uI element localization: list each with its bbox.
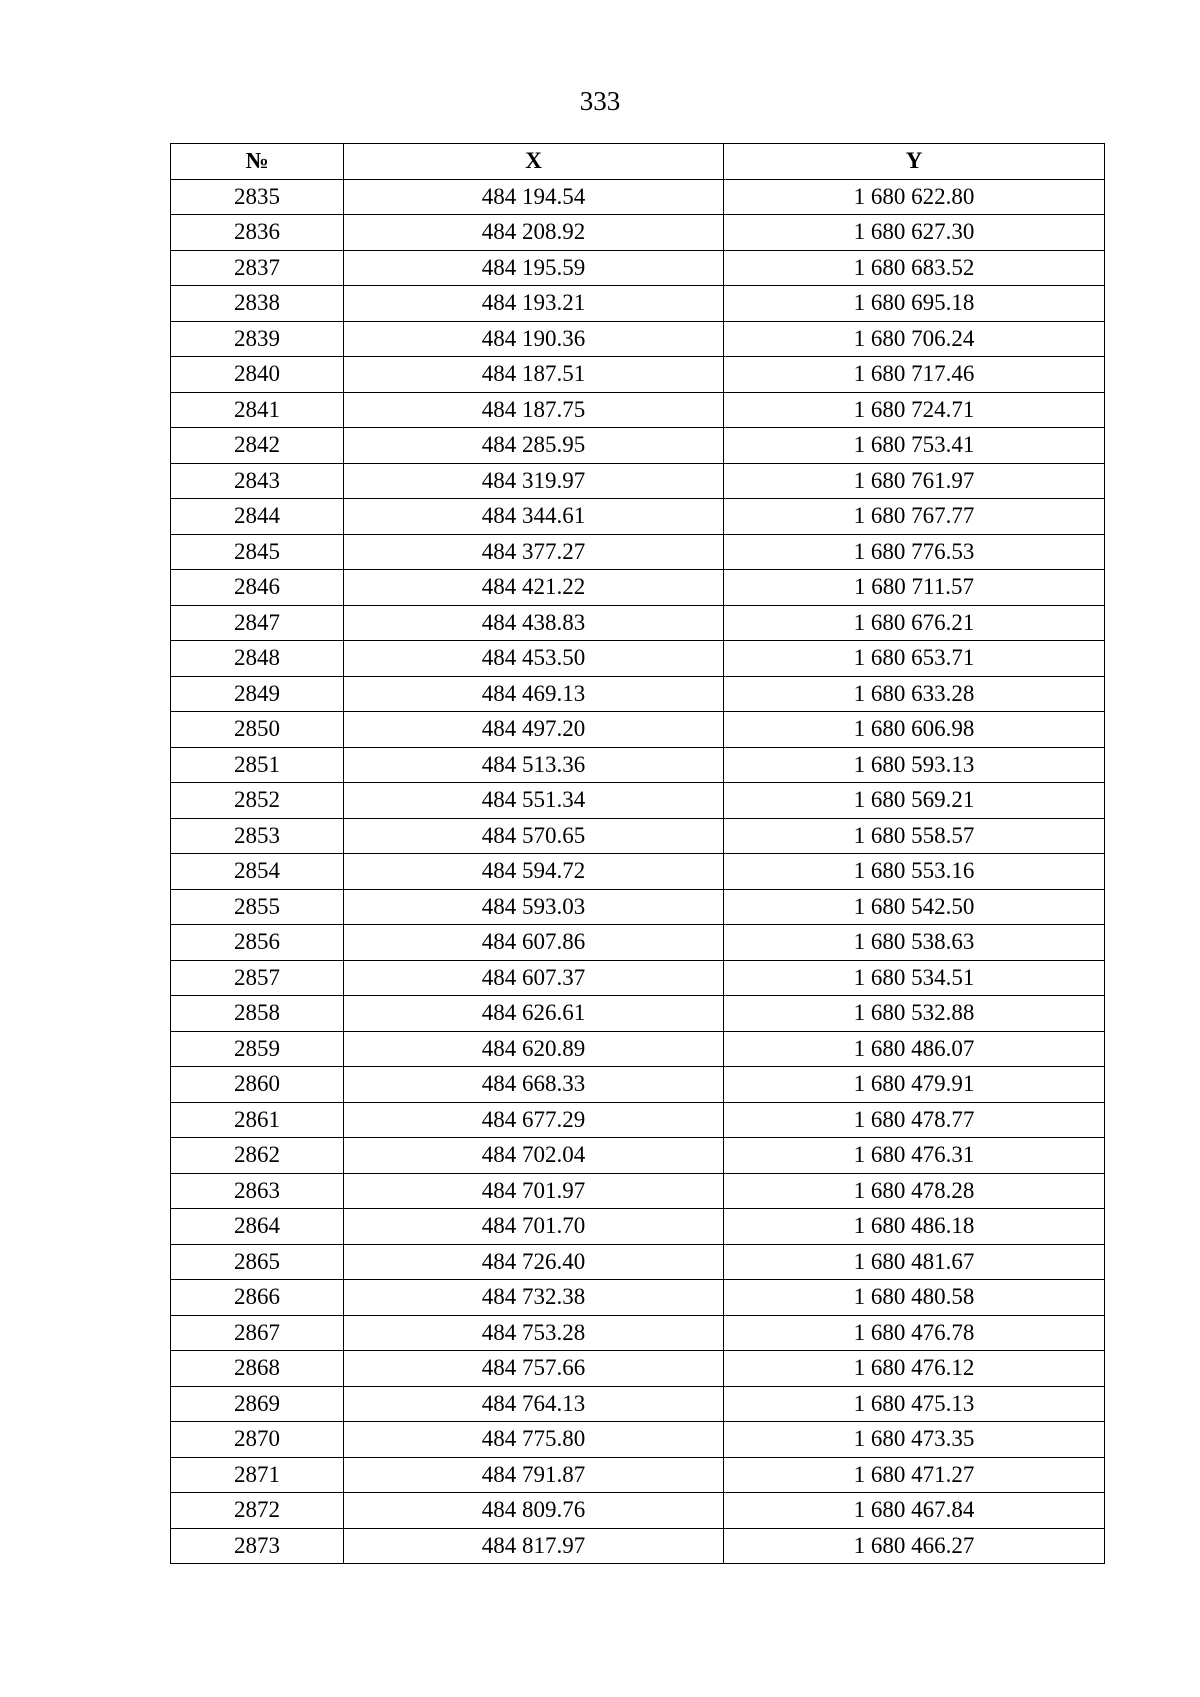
cell-number: 2850: [171, 712, 344, 748]
cell-x: 484 421.22: [344, 570, 724, 606]
table-row: [171, 250, 1105, 286]
cell-y: 1 680 473.35: [724, 1422, 1105, 1458]
cell-y: 1 680 553.16: [724, 854, 1105, 890]
table-row: [171, 996, 1105, 1032]
cell-number: 2843: [171, 463, 344, 499]
cell-number: 2871: [171, 1457, 344, 1493]
cell-number: 2867: [171, 1315, 344, 1351]
cell-y: 1 680 471.27: [724, 1457, 1105, 1493]
cell-number: 2836: [171, 215, 344, 251]
table-row: [171, 1386, 1105, 1422]
cell-number: 2864: [171, 1209, 344, 1245]
header-row: [171, 144, 1105, 180]
cell-x: 484 753.28: [344, 1315, 724, 1351]
cell-number: 2854: [171, 854, 344, 890]
cell-x: 484 702.04: [344, 1138, 724, 1174]
cell-number: 2846: [171, 570, 344, 606]
table-row: [171, 499, 1105, 535]
table-row: [171, 392, 1105, 428]
table-row: [171, 605, 1105, 641]
cell-y: 1 680 479.91: [724, 1067, 1105, 1103]
cell-x: 484 438.83: [344, 605, 724, 641]
cell-y: 1 680 478.77: [724, 1102, 1105, 1138]
cell-number: 2851: [171, 747, 344, 783]
cell-number: 2841: [171, 392, 344, 428]
page-number: 333: [579, 86, 621, 116]
cell-y: 1 680 538.63: [724, 925, 1105, 961]
table-row: [171, 1422, 1105, 1458]
table-body: [171, 179, 1105, 1564]
coordinates-table: [170, 143, 1105, 1564]
cell-number: 2853: [171, 818, 344, 854]
table-row: [171, 1031, 1105, 1067]
cell-y: 1 680 467.84: [724, 1493, 1105, 1529]
cell-y: 1 680 486.18: [724, 1209, 1105, 1245]
cell-number: 2835: [171, 179, 344, 215]
table-row: [171, 1173, 1105, 1209]
table-header: [171, 144, 1105, 180]
cell-number: 2869: [171, 1386, 344, 1422]
cell-number: 2840: [171, 357, 344, 393]
cell-x: 484 344.61: [344, 499, 724, 535]
cell-x: 484 497.20: [344, 712, 724, 748]
cell-y: 1 680 706.24: [724, 321, 1105, 357]
cell-x: 484 668.33: [344, 1067, 724, 1103]
cell-y: 1 680 486.07: [724, 1031, 1105, 1067]
cell-number: 2838: [171, 286, 344, 322]
table-row: [171, 712, 1105, 748]
cell-y: 1 680 532.88: [724, 996, 1105, 1032]
cell-y: 1 680 466.27: [724, 1528, 1105, 1564]
cell-number: 2837: [171, 250, 344, 286]
cell-y: 1 680 606.98: [724, 712, 1105, 748]
cell-x: 484 809.76: [344, 1493, 724, 1529]
cell-number: 2856: [171, 925, 344, 961]
table-row: [171, 747, 1105, 783]
cell-x: 484 594.72: [344, 854, 724, 890]
table-row: [171, 960, 1105, 996]
header-x: X: [344, 144, 724, 180]
cell-y: 1 680 761.97: [724, 463, 1105, 499]
table-row: [171, 1457, 1105, 1493]
cell-number: 2849: [171, 676, 344, 712]
cell-x: 484 285.95: [344, 428, 724, 464]
table-row: [171, 1280, 1105, 1316]
cell-number: 2859: [171, 1031, 344, 1067]
cell-y: 1 680 724.71: [724, 392, 1105, 428]
header-y: Y: [724, 144, 1105, 180]
cell-y: 1 680 478.28: [724, 1173, 1105, 1209]
cell-x: 484 194.54: [344, 179, 724, 215]
cell-number: 2842: [171, 428, 344, 464]
cell-number: 2868: [171, 1351, 344, 1387]
cell-y: 1 680 569.21: [724, 783, 1105, 819]
table-row: [171, 1528, 1105, 1564]
table-row: [171, 1209, 1105, 1245]
cell-y: 1 680 711.57: [724, 570, 1105, 606]
cell-x: 484 193.21: [344, 286, 724, 322]
cell-x: 484 593.03: [344, 889, 724, 925]
table-row: [171, 641, 1105, 677]
table-row: [171, 179, 1105, 215]
cell-y: 1 680 776.53: [724, 534, 1105, 570]
cell-y: 1 680 542.50: [724, 889, 1105, 925]
cell-y: 1 680 481.67: [724, 1244, 1105, 1280]
table-row: [171, 1067, 1105, 1103]
table-row: [171, 676, 1105, 712]
cell-y: 1 680 695.18: [724, 286, 1105, 322]
table-row: [171, 854, 1105, 890]
cell-x: 484 377.27: [344, 534, 724, 570]
cell-number: 2873: [171, 1528, 344, 1564]
cell-x: 484 732.38: [344, 1280, 724, 1316]
cell-number: 2862: [171, 1138, 344, 1174]
table-row: [171, 783, 1105, 819]
cell-number: 2847: [171, 605, 344, 641]
cell-number: 2844: [171, 499, 344, 535]
cell-x: 484 757.66: [344, 1351, 724, 1387]
cell-x: 484 513.36: [344, 747, 724, 783]
cell-y: 1 680 476.31: [724, 1138, 1105, 1174]
table-row: [171, 889, 1105, 925]
header-number: №: [171, 144, 344, 180]
table-row: [171, 428, 1105, 464]
table-row: [171, 570, 1105, 606]
table-row: [171, 286, 1105, 322]
table-row: [171, 925, 1105, 961]
table-row: [171, 534, 1105, 570]
cell-y: 1 680 593.13: [724, 747, 1105, 783]
cell-x: 484 453.50: [344, 641, 724, 677]
cell-number: 2870: [171, 1422, 344, 1458]
cell-number: 2839: [171, 321, 344, 357]
cell-y: 1 680 683.52: [724, 250, 1105, 286]
cell-y: 1 680 534.51: [724, 960, 1105, 996]
cell-x: 484 701.70: [344, 1209, 724, 1245]
cell-y: 1 680 653.71: [724, 641, 1105, 677]
cell-x: 484 791.87: [344, 1457, 724, 1493]
cell-x: 484 469.13: [344, 676, 724, 712]
cell-number: 2845: [171, 534, 344, 570]
cell-y: 1 680 475.13: [724, 1386, 1105, 1422]
cell-number: 2848: [171, 641, 344, 677]
cell-y: 1 680 480.58: [724, 1280, 1105, 1316]
table-row: [171, 1102, 1105, 1138]
cell-y: 1 680 627.30: [724, 215, 1105, 251]
cell-x: 484 190.36: [344, 321, 724, 357]
cell-number: 2858: [171, 996, 344, 1032]
table-row: [171, 1493, 1105, 1529]
table-row: [171, 1138, 1105, 1174]
cell-x: 484 551.34: [344, 783, 724, 819]
cell-number: 2865: [171, 1244, 344, 1280]
cell-y: 1 680 622.80: [724, 179, 1105, 215]
cell-number: 2861: [171, 1102, 344, 1138]
cell-x: 484 195.59: [344, 250, 724, 286]
cell-number: 2855: [171, 889, 344, 925]
cell-y: 1 680 676.21: [724, 605, 1105, 641]
cell-y: 1 680 767.77: [724, 499, 1105, 535]
cell-y: 1 680 633.28: [724, 676, 1105, 712]
table-row: [171, 463, 1105, 499]
cell-x: 484 775.80: [344, 1422, 724, 1458]
cell-y: 1 680 717.46: [724, 357, 1105, 393]
cell-y: 1 680 753.41: [724, 428, 1105, 464]
cell-x: 484 701.97: [344, 1173, 724, 1209]
cell-number: 2860: [171, 1067, 344, 1103]
table-row: [171, 1244, 1105, 1280]
cell-x: 484 187.51: [344, 357, 724, 393]
cell-number: 2857: [171, 960, 344, 996]
cell-y: 1 680 476.12: [724, 1351, 1105, 1387]
cell-x: 484 764.13: [344, 1386, 724, 1422]
cell-x: 484 607.86: [344, 925, 724, 961]
cell-y: 1 680 476.78: [724, 1315, 1105, 1351]
cell-x: 484 620.89: [344, 1031, 724, 1067]
cell-x: 484 626.61: [344, 996, 724, 1032]
cell-x: 484 677.29: [344, 1102, 724, 1138]
table-row: [171, 1315, 1105, 1351]
cell-number: 2863: [171, 1173, 344, 1209]
cell-x: 484 817.97: [344, 1528, 724, 1564]
table-row: [171, 357, 1105, 393]
cell-x: 484 570.65: [344, 818, 724, 854]
cell-x: 484 607.37: [344, 960, 724, 996]
cell-number: 2866: [171, 1280, 344, 1316]
cell-x: 484 319.97: [344, 463, 724, 499]
cell-number: 2872: [171, 1493, 344, 1529]
table-row: [171, 215, 1105, 251]
cell-number: 2852: [171, 783, 344, 819]
table-row: [171, 818, 1105, 854]
cell-x: 484 187.75: [344, 392, 724, 428]
table-row: [171, 1351, 1105, 1387]
cell-x: 484 726.40: [344, 1244, 724, 1280]
cell-x: 484 208.92: [344, 215, 724, 251]
table-row: [171, 321, 1105, 357]
cell-y: 1 680 558.57: [724, 818, 1105, 854]
